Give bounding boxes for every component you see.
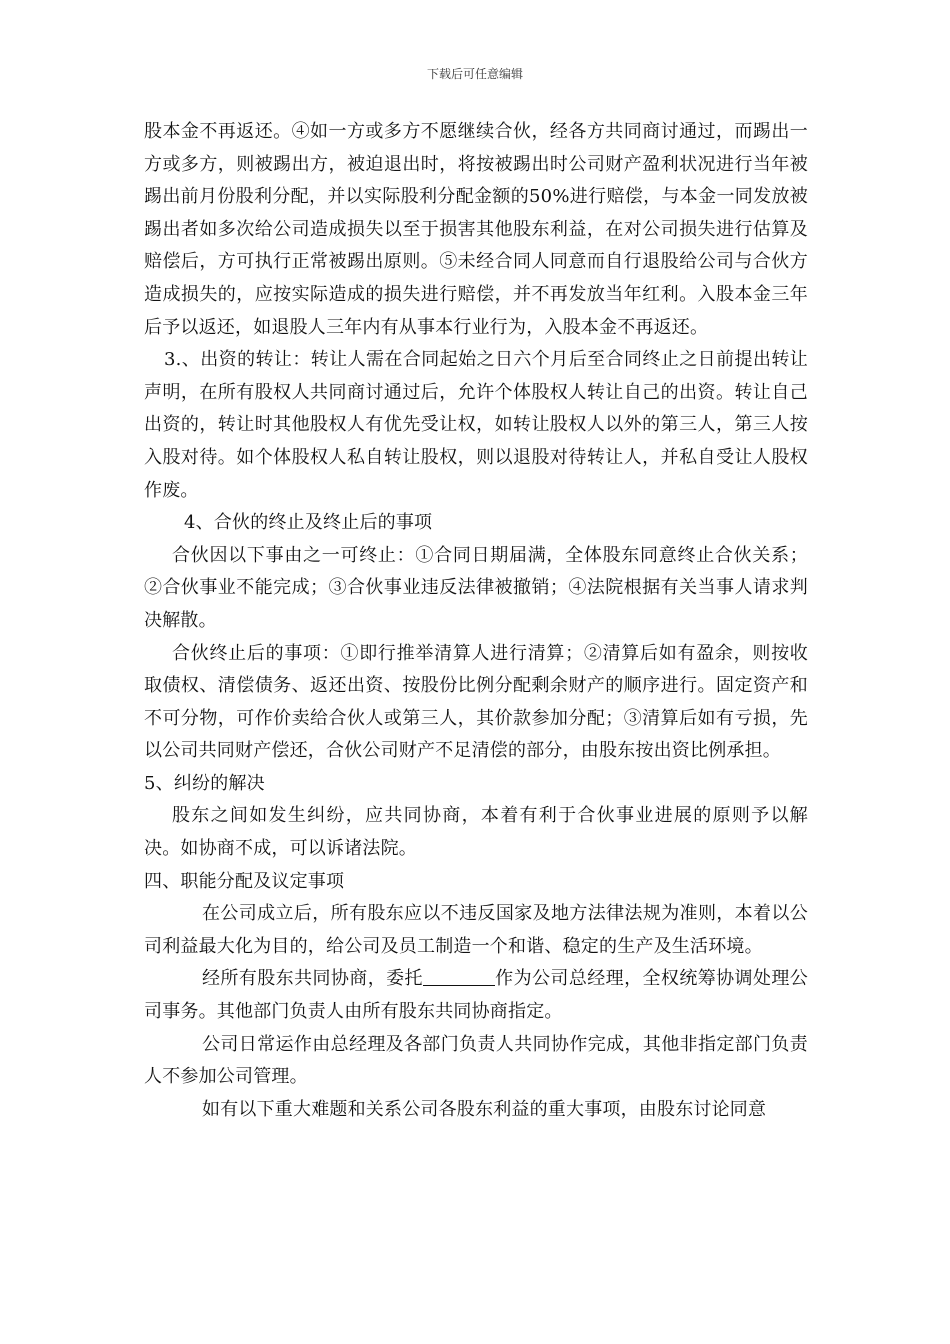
paragraph-post-termination: 合伙终止后的事项：①即行推举清算人进行清算；②清算后如有盈余，则按收取债权、清偿债务、返还出资、按股份比例分配剩余财产的顺序进行。固定资产和不可分物，可作价卖给合伙人或第三人，其价款参加分配；③清算后如有亏损，先以公司共同财产偿还，合伙公司财产不足清偿的部分，由股东按出资比例承担。: [144, 642, 808, 762]
paragraph-daily-operations: 公司日常运作由总经理及各部门负责人共同协作完成，其他非指定部门负责人不参加公司管理。: [144, 1033, 808, 1088]
heading-dispute-resolution: 5、纠纷的解决: [144, 772, 265, 794]
gm-text-after: 作为公司总经理，全权统筹协调处理公司事务。其他部门负责人由所有股东共同协商指定。: [144, 968, 808, 1023]
gm-name-blank: [423, 965, 495, 986]
paragraph-termination-causes: 合伙因以下事由之一可终止：①合同日期届满，全体股东同意终止合伙关系；②合伙事业不能完成；③合伙事业违反法律被撤销；④法院根据有关当事人请求判决解散。: [144, 544, 808, 631]
paragraph-dispute-resolution: 股东之间如发生纠纷，应共同协商，本着有利于合伙事业进展的原则予以解决。如协商不成，可以诉诸法院。: [144, 805, 808, 860]
page-header: 下载后可任意编辑: [426, 67, 523, 81]
document-body: [144, 116, 808, 1126]
heading-partnership-termination: 4、合伙的终止及终止后的事项: [184, 512, 433, 534]
gm-text-before: 经所有股东共同协商，委托: [202, 968, 423, 990]
paragraph-major-matters: 如有以下重大难题和关系公司各股东利益的重大事项，由股东讨论同意: [202, 1098, 767, 1120]
paragraph-company-principles: 在公司成立后，所有股东应以不违反国家及地方法律法规为准则，本着以公司利益最大化为目的，给公司及员工制造一个和谐、稳定的生产及生活环境。: [144, 903, 808, 957]
paragraph-capital-transfer: 3.、出资的转让：转让人需在合同起始之日六个月后至合同终止之日前提出转让声明，在所有股权人共同商讨通过后，允许个体股权人转让自己的出资。转让自己出资的，转让时其他股权人有优先受让权，如转让股权人以外的第三人，第三人按入股对待。如个体股权人私自转让股权，则以退股对待转让人，并私自受让人股权作废。: [144, 349, 808, 501]
heading-function-allocation: 四、职能分配及议定事项: [144, 870, 345, 892]
paragraph-refund-terms: 股本金不再返还。④如一方或多方不愿继续合伙，经各方共同商讨通过，而踢出一方或多方，则被踢出方，被迫退出时，将按被踢出时公司财产盈利状况进行当年被踢出前月份股利分配，并以实际股利分配金额的50%进行赔偿，与本金一同发放被踢出者如多次给公司造成损失以至于损害其他股东利益，在对公司损失进行估算及赔偿后，方可执行正常被踢出原则。⑤未经合同人同意而自行退股给公司与合伙方造成损失的，应按实际造成的损失进行赔偿，并不再发放当年红利。入股本金三年后予以返还，如退股人三年内有从事本行业行为，入股本金不再返还。: [144, 121, 808, 338]
paragraph-general-manager: [144, 963, 808, 1028]
